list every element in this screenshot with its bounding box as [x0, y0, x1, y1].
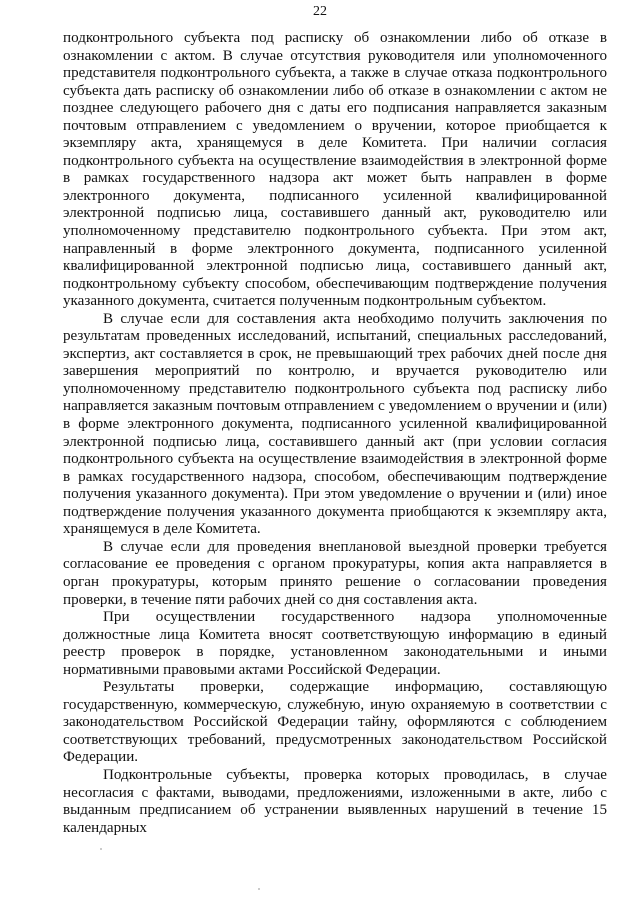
scan-speck [258, 888, 260, 890]
paragraph-inspection-registry: При осуществлении государственного надзора уполномоченные должностные лица Комитета вносят соответствующую информацию в единый реестр проверок в порядке, установленном законодательными и иными нормативными правовыми актами Российской Федерации. [63, 609, 607, 678]
paragraph-prosecutor-copy: В случае если для проведения внеплановой выездной проверки требуется согласование ее проведения с органом прокуратуры, копия акта направляется в орган прокуратуры, которым принято решение о согласовании проведения проверки, в течение пяти рабочих дней со дня составления акта. [63, 538, 607, 608]
page-number: 22 [313, 4, 327, 19]
scan-speck [100, 848, 102, 850]
document-body [63, 30, 607, 837]
paragraph-act-delivery: подконтрольного субъекта под расписку об ознакомлении либо об отказе в ознакомлении с актом. В случае отсутствия руководителя или уполномоченного представителя подконтрольного субъекта, а также в случае отказа подконтрольного субъекта дать расписку об ознакомлении либо об отказе в ознакомлении с актом не позднее следующего рабочего дня с даты его подписания направляется заказным почтовым отправлением с уведомлением о вручении, которое приобщается к экземпляру акта, хранящемуся в деле Комитета. При наличии согласия подконтрольного субъекта на осуществление взаимодействия в электронной форме в рамках государственного надзора акт может быть направлен в форме электронного документа, подписанного усиленной квалифицированной электронной подписью лица, составившего данный акт, руководителю или уполномоченному представителю подконтрольного субъекта. При этом акт, направленный в форме электронного документа, подписанного усиленной квалифицированной электронной подписью лица, составившего данный акт, подконтрольному субъекту способом, обеспечивающим подтверждение получения указанного документа, считается полученным подконтрольным субъектом. [63, 30, 607, 310]
paragraph-expert-conclusions: В случае если для составления акта необходимо получить заключения по результатам проведенных исследований, испытаний, специальных расследований, экспертиз, акт составляется в срок, не превышающий трех рабочих дней после дня завершения мероприятий по контролю, и вручается руководителю или уполномоченному представителю подконтрольного субъекта под расписку либо направляется заказным почтовым отправлением с уведомлением о вручении и (или) в форме электронного документа, подписанного усиленной квалифицированной электронной подписью лица, составившего данный акт (при условии согласия подконтрольного субъекта на осуществление взаимодействия в электронной форме в рамках государственного надзора, способом, обеспечивающим подтверждение получения указанного документа). При этом уведомление о вручении и (или) иное подтверждение получения указанного документа приобщаются к экземпляру акта, хранящемуся в деле Комитета. [63, 310, 607, 538]
paragraph-classified-results: Результаты проверки, содержащие информацию, составляющую государственную, коммерческую, служебную, иную охраняемую в соответствии с законодательством Российской Федерации тайну, оформляются с соблюдением соответствующих требований, предусмотренных законодательством Российской Федерации. [63, 679, 607, 766]
paragraph-disagreement: Подконтрольные субъекты, проверка которых проводилась, в случае несогласия с фактами, выводами, предложениями, изложенными в акте, либо с выданным предписанием об устранении выявленных нарушений в течение 15 календарных [63, 766, 607, 836]
